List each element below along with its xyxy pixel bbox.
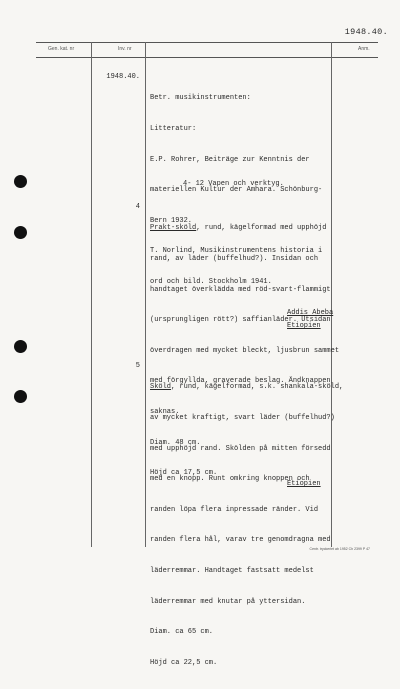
intro-line: Bern 1932.: [150, 216, 193, 225]
punch-hole: [14, 390, 27, 403]
entry-line: handtaget överklädda med röd-svart-flammigt: [150, 285, 331, 294]
entry-line: läderremmar med knutar på yttersidan.: [150, 597, 306, 606]
entry-origin: Etiopien: [287, 480, 321, 488]
header-inv-nr: Inv. nr: [118, 46, 132, 52]
entry-origin: Etiopien: [287, 322, 321, 330]
entry-line: läderremmar. Handtaget fastsatt medelst: [150, 567, 314, 576]
intro-line: Litteratur:: [150, 125, 197, 134]
column-divider: [145, 42, 146, 547]
punch-hole: [14, 340, 27, 353]
entry-line: av mycket kraftigt, svart läder (buffelhud?): [150, 414, 335, 423]
entry-line: , rund, kägelformad med upphöjd: [196, 224, 327, 233]
entry-line: saknas.: [150, 408, 180, 417]
intro-line: ord och bild. Stockholm 1941.: [150, 278, 272, 287]
header-gen-kat-nr: Gen. kat. nr: [48, 46, 75, 52]
entry-line: med förgyllda, graverade beslag. Ändknappen: [150, 377, 331, 386]
printer-imprint: Centr. tryckeriet ab 1952 Ch 2399 P 47: [309, 547, 370, 551]
entry-title: Sköld: [150, 383, 172, 392]
entry-line: randen flera hål, varav tre genomdragna med: [150, 536, 331, 545]
intro-line: materiellen Kultur der Amhara. Schönburg-: [150, 186, 323, 195]
entry-line: (ursprungligen rött?) saffianläder. Utsidan: [150, 316, 331, 325]
entry-line: Diam. ca 65 cm.: [150, 628, 214, 637]
entry-line: rand, av läder (buffelhud?). Insidan och: [150, 255, 319, 264]
punch-hole: [14, 175, 27, 188]
entry-description: [150, 362, 343, 689]
entry-line: överdragen med mycket bleckt, ljusbrun sammet: [150, 346, 340, 355]
entry-line: med upphöjd rand. Skölden på mitten försedd: [150, 444, 331, 453]
entry-line: Höjd ca 17,5 cm.: [150, 469, 218, 478]
entry-origin: Addis Abeba: [287, 309, 334, 317]
intro-line: Betr. musikinstrumenten:: [150, 94, 251, 103]
entry-line: , rund, kägelformad, s.k. shankala-sköld,: [171, 383, 344, 392]
entry-line: Höjd ca 22,5 cm.: [150, 658, 218, 667]
intro-line: T. Norlind, Musikinstrumentens historia i: [150, 247, 323, 256]
entry-line: randen löpa flera inpressade ränder. Vid: [150, 505, 319, 514]
column-header-row: [36, 42, 378, 58]
punch-hole: [14, 226, 27, 239]
page-number: 1948.40.: [344, 27, 388, 37]
header-anm: Anm.: [358, 46, 370, 52]
entry-title: Prakt-sköld: [150, 224, 197, 233]
entry-line: med en knopp. Runt omkring knoppen och: [150, 475, 310, 484]
entry-inv-number: 5: [135, 362, 140, 370]
intro-inv-number: 1948.40.: [106, 73, 140, 81]
entry-line: Diam. 48 cm.: [150, 438, 201, 447]
section-heading: 4- 12 Vapen och verktyg.: [183, 180, 284, 188]
intro-line: E.P. Rohrer, Beiträge zur Kenntnis der: [150, 155, 310, 164]
entry-inv-number: 4: [135, 203, 140, 211]
column-divider: [91, 42, 92, 547]
